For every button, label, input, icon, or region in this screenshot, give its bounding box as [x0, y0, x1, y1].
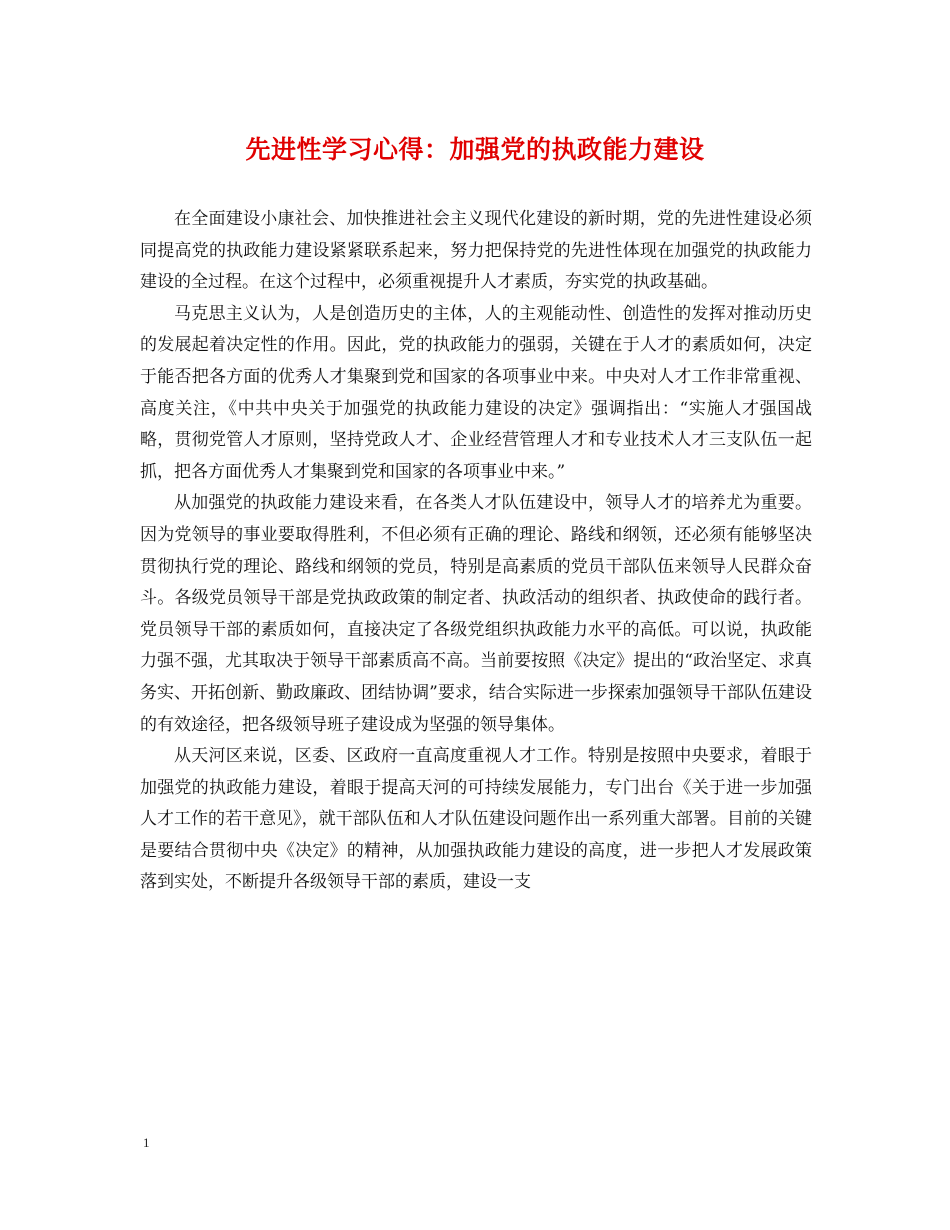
paragraph-1: 在全面建设小康社会、加快推进社会主义现代化建设的新时期，党的先进性建设必须同提高党的执政能力建设紧紧联系起来，努力把保持党的先进性体现在加强党的执政能力建设的全过程。在这个过程中，必须重视提升人才素质，夯实党的执政基础。	[140, 209, 812, 293]
paragraph-4: 从天河区来说，区委、区政府一直高度重视人才工作。特别是按照中央要求，着眼于加强党的执政能力建设，着眼于提高天河的可持续发展能力，专门出台《关于进一步加强人才工作的若干意见》，就干部队伍和人才队伍建设问题作出一系列重大部署。目前的关键是要结合贯彻中央《决定》的精神，从加强执政能力建设的高度，进一步把人才发展政策落到实处，不断提升各级领导干部的素质，建设一支	[140, 746, 812, 893]
document-title: 先进性学习心得：加强党的执政能力建设	[245, 135, 705, 164]
paragraph-2: 马克思主义认为，人是创造历史的主体，人的主观能动性、创造性的发挥对推动历史的发展起着决定性的作用。因此，党的执政能力的强弱，关键在于人才的素质如何，决定于能否把各方面的优秀人才集聚到党和国家的各项事业中来。中央对人才工作非常重视、高度关注，《中共中央关于加强党的执政能力建设的决定》强调指出：“实施人才强国战略，贯彻党管人才原则，坚持党政人才、企业经营管理人才和专业技术人才三支队伍一起抓，把各方面优秀人才集聚到党和国家的各项事业中来。”	[140, 303, 812, 482]
page-number: 1	[143, 1135, 150, 1150]
document-body	[140, 204, 812, 899]
paragraph-3: 从加强党的执政能力建设来看，在各类人才队伍建设中，领导人才的培养尤为重要。因为党领导的事业要取得胜利，不但必须有正确的理论、路线和纲领，还必须有能够坚决贯彻执行党的理论、路线和纲领的党员，特别是高素质的党员干部队伍来领导人民群众奋斗。各级党员领导干部是党执政政策的制定者、执政活动的组织者、执政使命的践行者。党员领导干部的素质如何，直接决定了各级党组织执政能力水平的高低。可以说，执政能力强不强，尤其取决于领导干部素质高不高。当前要按照《决定》提出的“政治坚定、求真务实、开拓创新、勤政廉政、团结协调”要求，结合实际进一步探索加强领导干部队伍建设的有效途径，把各级领导班子建设成为坚强的领导集体。	[140, 493, 812, 735]
